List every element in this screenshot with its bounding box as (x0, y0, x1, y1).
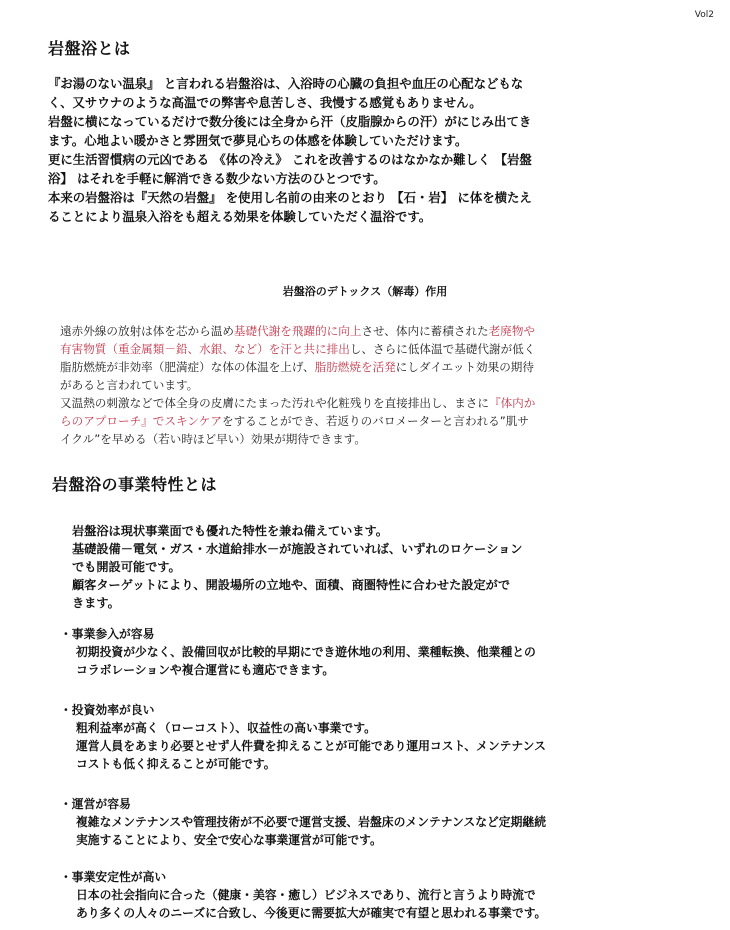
text-line: 初期投資が少なく、設備回収が比較的早期にでき遊休地の利用、業種転換、他業種との (76, 645, 536, 659)
text-line: 粗利益率が高く（ローコスト）、収益性の高い事業です。 (76, 721, 376, 735)
page-number: Vol2 (694, 10, 714, 20)
text-line: でも開設可能です。 (72, 560, 181, 574)
text-line: 岩盤に横になっているだけで数分後には全身から汗（皮脂腺からの汗）がにじみ出てき (48, 114, 532, 129)
intro-paragraph (48, 74, 673, 226)
highlight-text: 有害物質（重金属類－鉛、水銀、など）を汗と共に排出 (60, 342, 350, 356)
business-paragraph (72, 522, 662, 612)
text-line: 遠赤外線の放射は体を芯から温め基礎代謝を飛躍的に向上させ、体内に蓄積された老廃物や (60, 324, 536, 338)
text-line: 有害物質（重金属類－鉛、水銀、など）を汗と共に排出し、さらに低体温で基礎代謝が低く (60, 342, 536, 356)
highlight-text: 基礎代謝を飛躍的に向上 (233, 324, 362, 338)
text-line: イクル”を早める（若い時ほど早い）効果が期待できます。 (60, 432, 366, 446)
text-line: ます。心地よい暖かさと雰囲気で夢見心ちの体感を体験していただけます。 (48, 133, 468, 148)
text-line: 更に生活習慣病の元凶である 《体の冷え》 これを改善するのはなかなか難しく 【岩盤 (48, 152, 532, 167)
detox-heading: 岩盤浴のデトックス（解毒）作用 (282, 285, 448, 298)
text-line: 日本の社会指向に合った（健康・美容・癒し）ビジネスであり、流行と言うより時流で (76, 888, 536, 902)
highlight-text: 『体内か (488, 396, 536, 410)
highlight-text: 老廃物や (488, 324, 536, 338)
bullet-easy-operation (60, 795, 680, 849)
text-line: あり多くの人々のニーズに合致し、今後更に需要拡大が確実で有望と思われる事業です。 (76, 906, 547, 920)
bullet-easy-entry (60, 625, 680, 679)
text-line: 運営人員をあまり必要とせず人件費を抑えることが可能であり運用コスト、メンテナンス (76, 739, 546, 753)
text-line: 顧客ターゲットにより、開設場所の立地や、面積、商圏特性に合わせた設定がで (72, 578, 511, 592)
text-line: 岩盤浴は現状事業面でも優れた特性を兼ね備えています。 (72, 524, 388, 538)
bullet-investment-efficiency (60, 701, 680, 773)
text-line: ることにより温泉入浴をも超える効果を体験していただく温浴です。 (48, 209, 432, 224)
text-line: コストも低く抑えることが可能です。 (76, 757, 276, 771)
text-line: 本来の岩盤浴は『天然の岩盤』 を使用し名前の由来のとおり 【石・岩】 に体を横たえ (48, 190, 532, 205)
bullet-business-stability (60, 868, 680, 922)
highlight-text: 脂肪燃焼を活発 (314, 360, 396, 374)
highlight-text: らのアプローチ』でスキンケア (60, 414, 222, 428)
text-line: 基礎設備－電気・ガス・水道給排水－が施設されていれば、いずれのロケーション (72, 542, 523, 556)
section-title-ganbanyoku: 岩盤浴とは (48, 39, 131, 58)
text-line: があると言われています。 (60, 378, 199, 392)
text-line: コラボレーションや複合運営にも適応できます。 (76, 663, 335, 677)
bullet-title: ・事業参入が容易 (60, 627, 155, 641)
text-line: 複雑なメンテナンスや管理技術が不必要で運営支援、岩盤床のメンテナンスなど定期継続 (76, 815, 546, 829)
bullet-title: ・投資効率が良い (60, 703, 155, 717)
section-title-business: 岩盤浴の事業特性とは (52, 475, 218, 494)
bullet-title: ・事業安定性が高い (60, 870, 167, 884)
text-line: 脂肪燃焼が非効率（肥満症）な体の体温を上げ、脂肪燃焼を活発にしダイエット効果の期待 (60, 360, 534, 374)
text-line: らのアプローチ』でスキンケアをすることができ、若返りのバロメーターと言われる”肌サ (60, 414, 529, 428)
text-line: きます。 (72, 596, 120, 610)
text-line: 又温熱の刺激などで体全身の皮膚にたまった汚れや化粧残りを直接排出し、まさに『体内か (60, 396, 536, 410)
text-line: く、又サウナのような高温での弊害や息苦しさ、我慢する感覚もありません。 (48, 95, 482, 110)
text-line: 浴】 はそれを手軽に解消できる数少ない方法のひとつです。 (48, 171, 386, 186)
bullet-title: ・運営が容易 (60, 797, 131, 811)
detox-paragraph (60, 322, 670, 448)
text-line: 『お湯のない温泉』 と言われる岩盤浴は、入浴時の心臓の負担や血圧の心配などもな (48, 76, 524, 91)
text-line: 実施することにより、安全で安心な事業運営が可能です。 (76, 833, 382, 847)
